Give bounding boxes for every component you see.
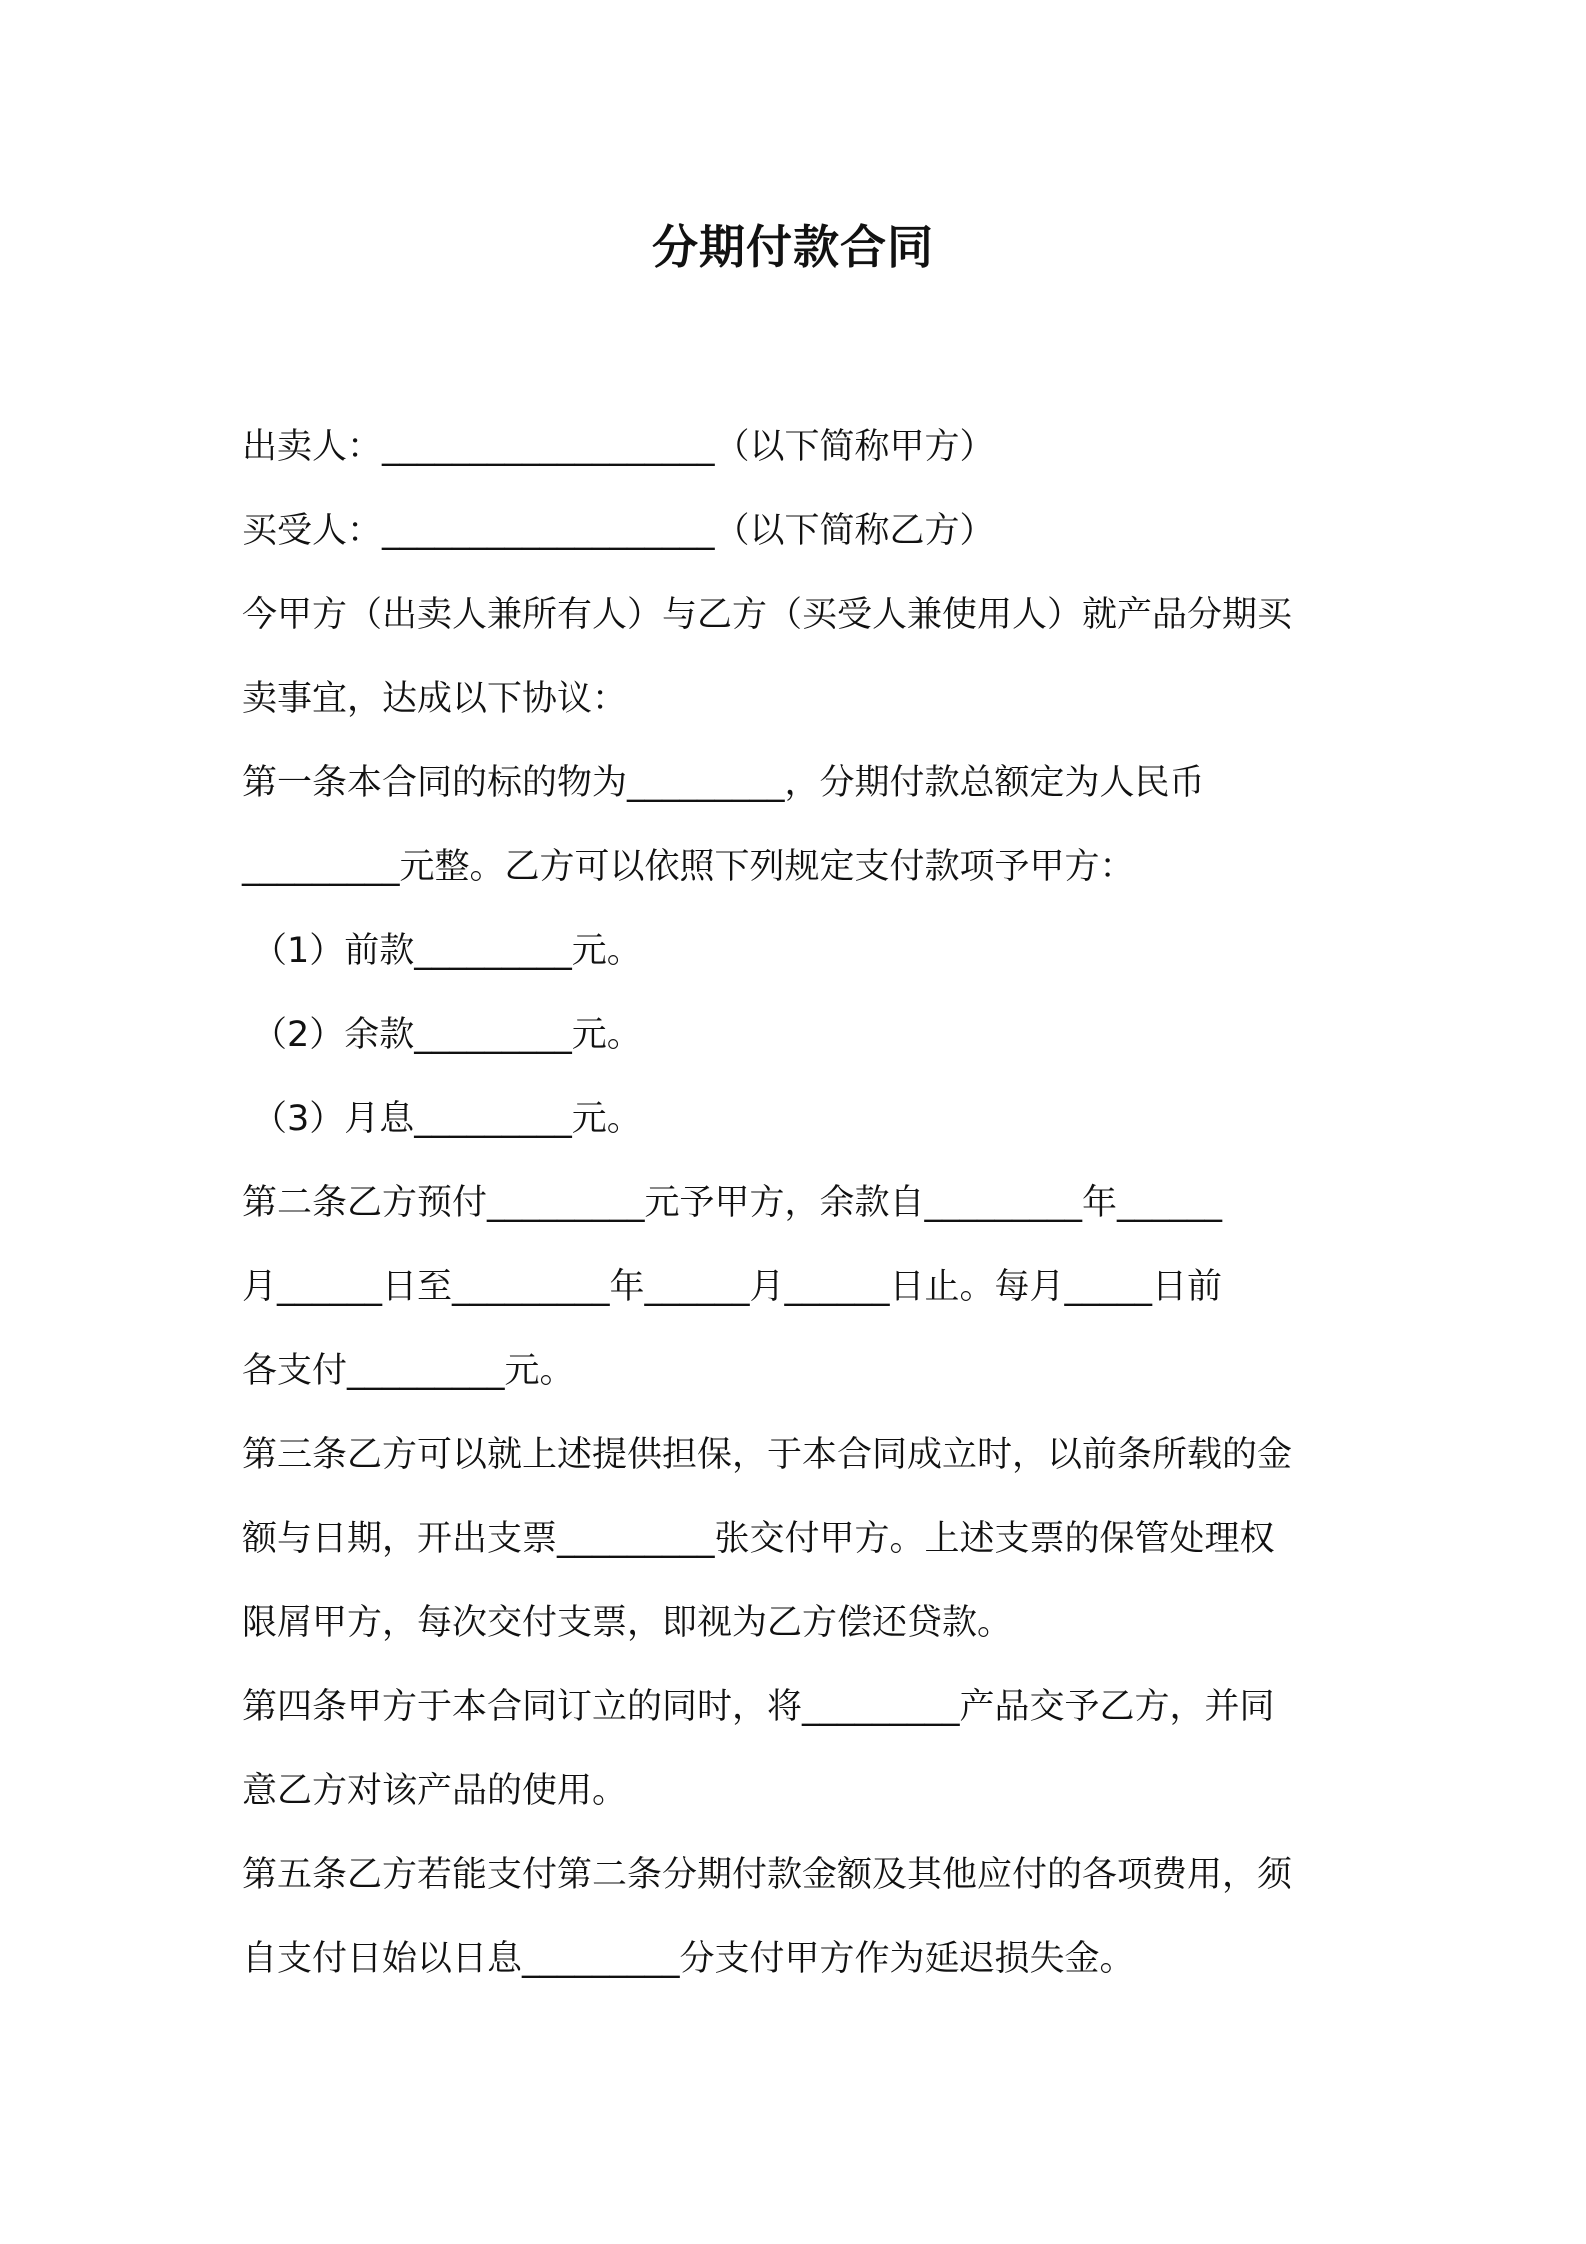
seller-line: 出卖人：___________________（以下简称甲方） <box>242 427 995 467</box>
article-5-line-2: 自支付日始以日息_________分支付甲方作为延迟损失金。 <box>242 1939 1135 1979</box>
article-4-line-1: 第四条甲方于本合同订立的同时，将_________产品交予乙方，并同 <box>242 1687 1275 1727</box>
buyer-line: 买受人：___________________（以下简称乙方） <box>242 511 995 551</box>
article-2-line-2: 月______日至_________年______月______日止。每月_____日前 <box>242 1267 1223 1307</box>
article-1-item-1: （1）前款_________元。 <box>252 931 642 971</box>
preamble-line-2: 卖事宜，达成以下协议： <box>242 679 628 719</box>
article-1-item-2: （2）余款_________元。 <box>252 1015 642 1055</box>
article-2-line-3: 各支付_________元。 <box>242 1351 575 1391</box>
article-5-line-1: 第五条乙方若能支付第二条分期付款金额及其他应付的各项费用，须 <box>242 1855 1293 1895</box>
article-4-line-2: 意乙方对该产品的使用。 <box>242 1771 628 1811</box>
article-1-item-3: （3）月息_________元。 <box>252 1099 642 1139</box>
article-2-line-1: 第二条乙方预付_________元予甲方，余款自_________年______ <box>242 1183 1223 1223</box>
article-1-line-1: 第一条本合同的标的物为_________，分期付款总额定为人民币 <box>242 763 1205 803</box>
document-title: 分期付款合同 <box>652 220 934 274</box>
article-3-line-1: 第三条乙方可以就上述提供担保，于本合同成立时，以前条所载的金 <box>242 1435 1293 1475</box>
article-3-line-3: 限屑甲方，每次交付支票，即视为乙方偿还贷款。 <box>242 1603 1013 1643</box>
preamble-line-1: 今甲方（出卖人兼所有人）与乙方（买受人兼使用人）就产品分期买 <box>242 595 1293 635</box>
article-3-line-2: 额与日期，开出支票_________张交付甲方。上述支票的保管处理权 <box>242 1519 1275 1559</box>
contract-body <box>242 405 1362 2001</box>
article-1-line-2: _________元整。乙方可以依照下列规定支付款项予甲方： <box>242 847 1135 887</box>
